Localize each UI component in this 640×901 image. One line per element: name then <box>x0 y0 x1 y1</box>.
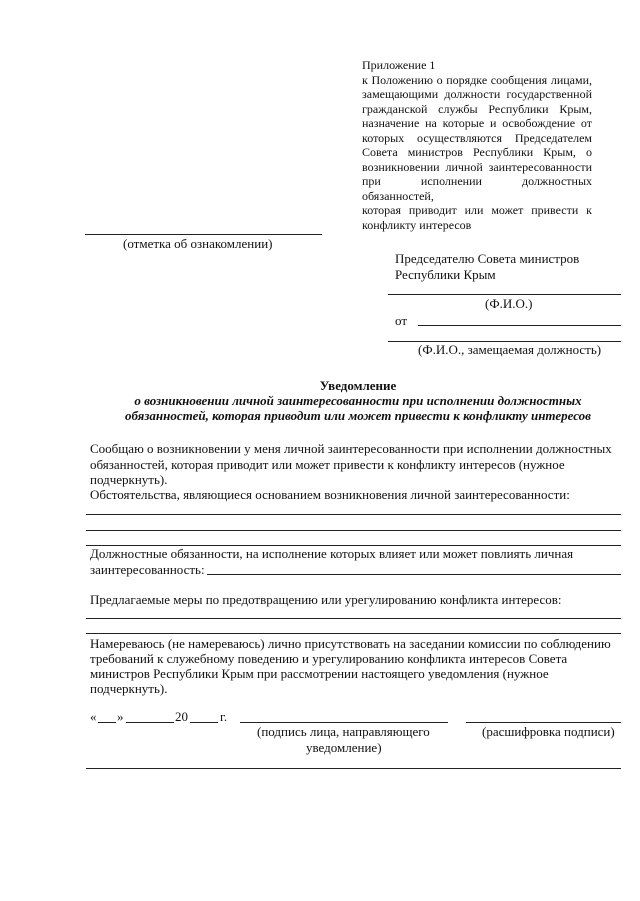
appendix-line: возникновении личной заинтересованности <box>362 159 592 174</box>
date-month-blank[interactable] <box>126 722 174 723</box>
body-p1-line1: Сообщаю о возникновении у меня личной заинтересованности при исполнении должностных <box>90 441 612 456</box>
signer-label-line1: (подпись лица, направляющего <box>257 724 430 739</box>
sender-fio-line[interactable] <box>418 325 621 326</box>
sender-fio-position-label: (Ф.И.О., замещаемая должность) <box>418 342 602 357</box>
appendix-line: которых осуществляются Председателем <box>362 130 592 145</box>
appendix-line: Приложение 1 <box>362 58 436 72</box>
measures-blank-line[interactable] <box>86 618 621 619</box>
addressee-fio-label: (Ф.И.О.) <box>485 296 533 311</box>
date-close-quote: » <box>117 709 124 724</box>
signer-label-line2: уведомление) <box>306 740 382 755</box>
measures-blank-line[interactable] <box>86 633 621 634</box>
date-year-suffix: г. <box>220 709 228 724</box>
body-p1-line2: обязанностей, которая приводит или может привести к конфликту интересов (нужное <box>90 457 565 472</box>
circumstances-blank-line[interactable] <box>86 530 621 531</box>
notice-subtitle-line1: о возникновении личной заинтересованности при исполнении должностных <box>134 393 582 408</box>
intent-line1: Намереваюсь (не намереваюсь) лично присутствовать на заседании комиссии по соблюдению <box>90 636 611 651</box>
appendix-line: Совета министров Республики Крым, о <box>362 145 592 159</box>
notice-subtitle-line2: обязанностей, которая приводит или может привести к конфликту интересов <box>125 408 591 423</box>
addressee-from-label: от <box>395 313 408 328</box>
circumstances-label: Обстоятельства, являющиеся основанием возникновения личной заинтересованности: <box>90 487 570 502</box>
appendix-line: назначение на которые и освобождение от <box>362 116 592 130</box>
appendix-block <box>362 58 592 232</box>
signature-decode-label: (расшифровка подписи) <box>482 724 615 739</box>
appendix-line: к Положению о порядке сообщения лицами, <box>362 72 592 87</box>
appendix-line: замещающими должности государственной <box>362 87 592 101</box>
duties-blank-line[interactable] <box>207 574 621 575</box>
bottom-separator-line <box>86 768 621 769</box>
acknowledgement-line[interactable] <box>85 234 322 235</box>
notice-title: Уведомление <box>319 378 397 393</box>
circumstances-blank-line[interactable] <box>86 514 621 515</box>
duties-label-line1: Должностные обязанности, на исполнение которых влияет или может повлиять личная <box>90 546 574 561</box>
appendix-line: которая приводит или может привести к <box>362 203 592 217</box>
duties-label-line2: заинтересованность: <box>90 562 205 577</box>
date-day-blank[interactable] <box>98 722 116 723</box>
addressee-line1: Председателю Совета министров <box>395 251 580 266</box>
intent-line3: министров Республики Крым при рассмотрении настоящего уведомления (нужное <box>90 666 549 681</box>
addressee-line2: Республики Крым <box>395 267 496 282</box>
appendix-line: при исполнении должностных обязанностей, <box>362 174 592 203</box>
signature-blank-line[interactable] <box>240 722 448 723</box>
appendix-line: конфликту интересов <box>362 217 472 232</box>
intent-line4: подчеркнуть). <box>90 681 168 696</box>
intent-line2: требований к служебному поведению и урегулированию конфликта интересов Совета <box>90 651 568 666</box>
addressee-fio-line[interactable] <box>388 294 621 295</box>
measures-label: Предлагаемые меры по предотвращению или урегулированию конфликта интересов: <box>90 592 562 607</box>
body-p1-line3: подчеркнуть). <box>90 472 168 487</box>
date-year-blank[interactable] <box>190 722 218 723</box>
signature-decode-blank-line[interactable] <box>466 722 621 723</box>
date-year-prefix: 20 <box>175 709 188 724</box>
appendix-line: гражданской службы Республики Крым, <box>362 101 592 116</box>
date-open-quote: « <box>90 709 97 724</box>
acknowledgement-label: (отметка об ознакомлении) <box>123 236 273 251</box>
